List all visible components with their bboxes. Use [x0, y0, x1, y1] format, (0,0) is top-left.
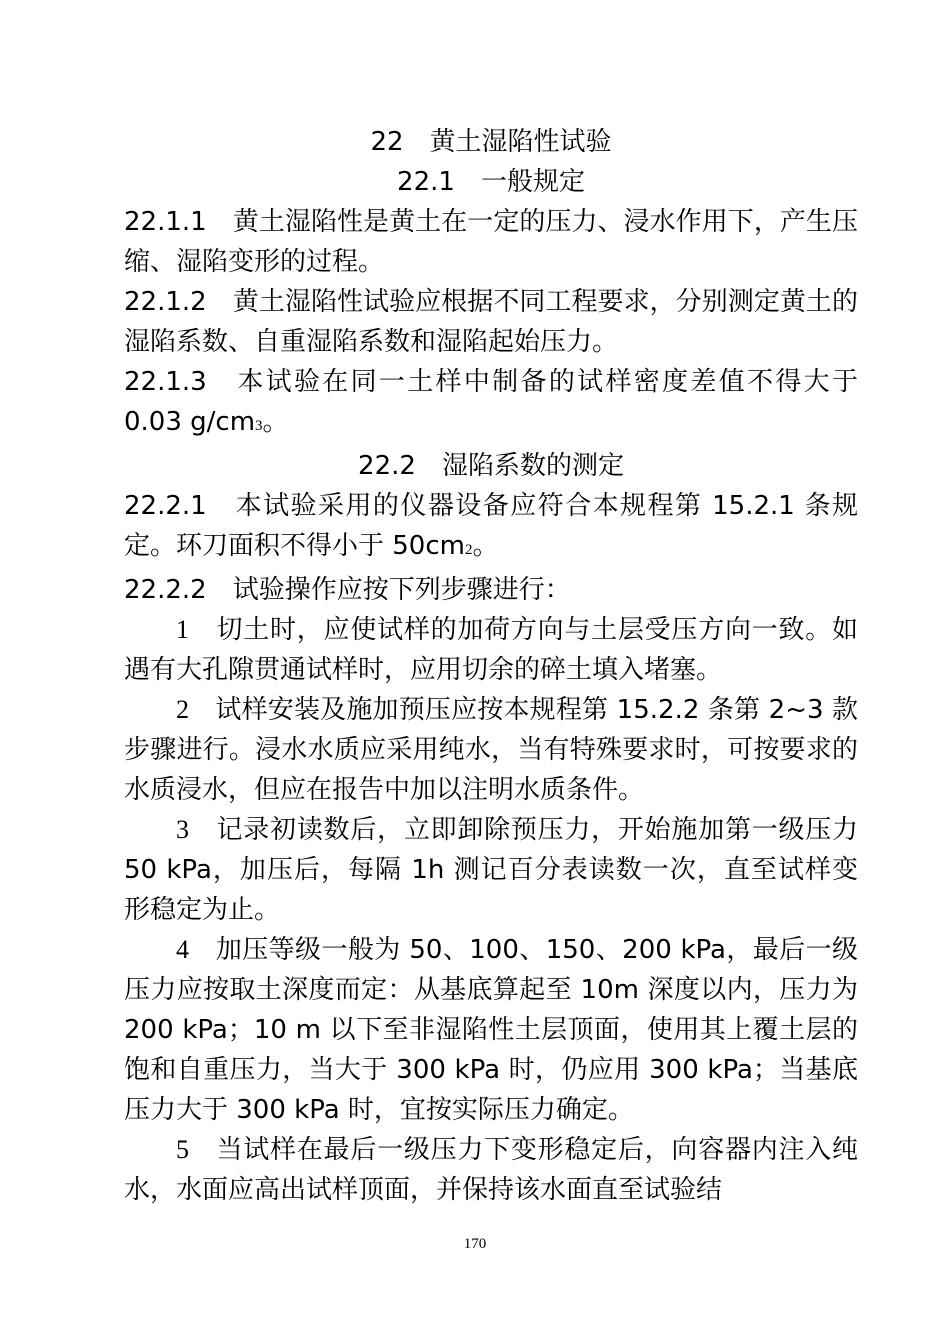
clause-number: 22.1.2 [124, 287, 207, 317]
chapter-title: 22 黄土湿陷性试验 [370, 127, 612, 157]
clause-text: 试验操作应按下列步骤进行： [206, 575, 571, 605]
clause-text: 本试验在同一土样中制备的试样密度差值不得大于 0.03 g/cm [124, 367, 858, 437]
step-item-5 [124, 1130, 858, 1210]
step-number: 1 [176, 615, 189, 644]
step-number: 3 [176, 815, 189, 844]
section-heading-22-2: 22.2 湿陷系数的测定 [358, 451, 624, 481]
page-number: 170 [463, 1236, 487, 1252]
superscript-unit: 2 [464, 542, 473, 558]
clause-22-1-1 [124, 202, 858, 282]
clause-text: 黄土湿陷性是黄土在一定的压力、浸水作用下，产生压缩、湿陷变形的过程。 [124, 207, 858, 277]
clause-tail: 。 [472, 531, 499, 561]
section-heading-22-1: 22.1 一般规定 [397, 167, 585, 197]
clause-number: 22.2.2 [124, 575, 207, 605]
clause-text: 本试验采用的仪器设备应符合本规程第 15.2.1 条规定。环刀面积不得小于 50cm [124, 491, 858, 561]
step-number: 2 [176, 695, 189, 724]
clause-tail: 。 [262, 407, 289, 437]
page-content [124, 122, 858, 1210]
clause-22-2-1 [124, 486, 858, 570]
step-item-4 [124, 930, 858, 1130]
step-text: 当试样在最后一级压力下变形稳定后，向容器内注入纯水，水面应高出试样顶面，并保持该水面直至试验结 [124, 1135, 858, 1205]
superscript-unit: 3 [255, 418, 263, 434]
step-text: 试样安装及施加预压应按本规程第 15.2.2 条第 2~3 款步骤进行。浸水水质应采用纯水，当有特殊要求时，可按要求的水质浸水，但应在报告中加以注明水质条件。 [124, 695, 858, 805]
step-text: 切土时，应使试样的加荷方向与土层受压方向一致。如遇有大孔隙贯通试样时，应用切余的碎土填入堵塞。 [124, 615, 858, 685]
step-item-1 [124, 610, 858, 690]
step-text: 加压等级一般为 50、100、150、200 kPa，最后一级压力应按取土深度而定：从基底算起至 10m 深度以内，压力为 200 kPa；10 m 以下至非湿陷性土层顶面，使用其上覆土层的饱和自重压力，当大于 300 kPa 时，仍应用 300 kPa；当基底压力大于 300 kPa 时，宜按实际压力确定。 [124, 935, 858, 1125]
clause-22-1-2 [124, 282, 858, 362]
clause-number: 22.1.3 [124, 367, 207, 397]
step-text: 记录初读数后，立即卸除预压力，开始施加第一级压力 50 kPa，加压后，每隔 1h 测记百分表读数一次，直至试样变形稳定为止。 [124, 815, 858, 925]
step-item-3 [124, 810, 858, 930]
clause-number: 22.2.1 [124, 491, 207, 521]
clause-text: 黄土湿陷性试验应根据不同工程要求，分别测定黄土的湿陷系数、自重湿陷系数和湿陷起始压力。 [124, 287, 858, 357]
clause-22-2-2 [124, 570, 858, 610]
step-item-2 [124, 690, 858, 810]
step-number: 5 [176, 1135, 189, 1164]
step-number: 4 [176, 935, 189, 964]
clause-22-1-3 [124, 362, 858, 446]
clause-number: 22.1.1 [124, 207, 207, 237]
